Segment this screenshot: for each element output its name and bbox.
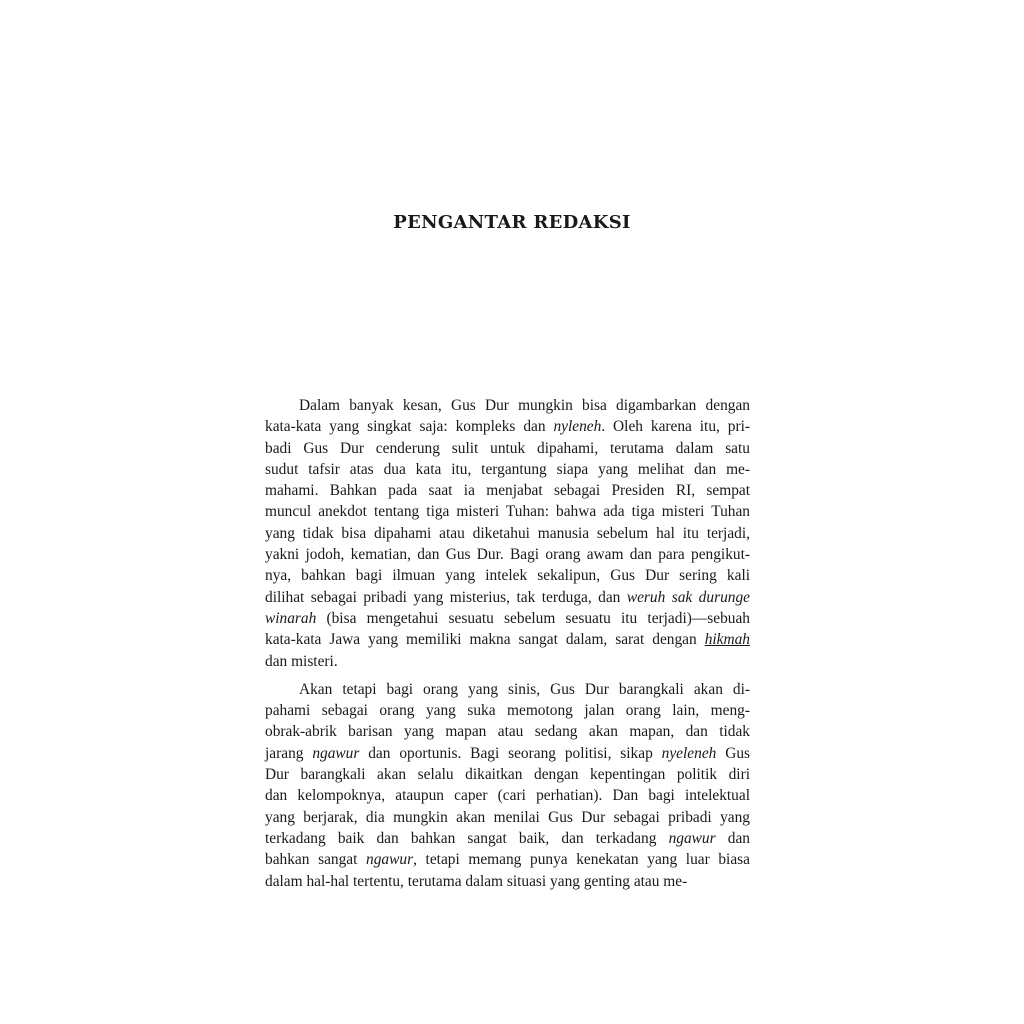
text-segment: , tetapi memang punya kenekatan yang luar biasa <box>413 851 750 869</box>
text-line <box>265 416 750 437</box>
text-segment: nya, bahkan bagi ilmuan yang intelek sekalipun, Gus Dur sering kali <box>265 567 750 585</box>
text-segment: bahkan sangat <box>265 851 367 869</box>
text-line <box>265 871 750 892</box>
text-line <box>265 501 750 522</box>
text-segment: (bisa mengetahui sesuatu sebelum sesuatu itu terjadi)—sebuah <box>316 609 750 627</box>
text-line <box>265 565 750 586</box>
text-line <box>265 629 750 650</box>
text-line <box>265 807 750 828</box>
emphasis-text: ngawur <box>312 744 360 762</box>
emphasis-text: nyleneh <box>553 418 602 436</box>
text-segment: Dur barangkali akan selalu dikaitkan dengan kepentingan politik diri <box>265 766 750 784</box>
text-segment: Dalam banyak kesan, Gus Dur mungkin bisa digambarkan dengan <box>299 397 750 414</box>
emphasis-text: hikmah <box>704 631 750 649</box>
text-segment: obrak-abrik barisan yang mapan atau sedang akan mapan, dan tidak <box>265 723 750 741</box>
text-segment: yakni jodoh, kematian, dan Gus Dur. Bagi orang awam dan para pengikut- <box>265 546 750 564</box>
text-line <box>265 679 750 700</box>
text-segment: mahami. Bahkan pada saat ia menjabat sebagai Presiden RI, sempat <box>265 482 750 500</box>
text-segment: Gus <box>716 744 751 762</box>
text-line <box>265 764 750 785</box>
text-segment: Akan tetapi bagi orang yang sinis, Gus Dur barangkali akan di- <box>299 680 750 698</box>
text-segment: muncul anekdot tentang tiga misteri Tuhan: bahwa ada tiga misteri Tuhan <box>265 503 750 521</box>
text-segment: yang tidak bisa dipahami atau diketahui manusia sebelum hal itu terjadi, <box>265 524 750 542</box>
text-line <box>265 523 750 544</box>
emphasis-text: winarah <box>265 609 317 627</box>
text-line <box>265 721 750 742</box>
text-line <box>265 608 750 629</box>
text-line <box>265 544 750 565</box>
text-segment: dalam hal-hal tertentu, terutama dalam situasi yang genting atau me- <box>265 872 688 890</box>
text-segment: dan <box>715 829 750 847</box>
paragraph-gap <box>265 672 750 679</box>
text-segment: yang berjarak, dia mungkin akan menilai Gus Dur sebagai pribadi yang <box>265 808 750 826</box>
text-line <box>265 480 750 501</box>
text-segment: pahami sebagai orang yang suka memotong jalan orang lain, meng- <box>265 702 750 720</box>
text-segment: jarang <box>265 744 313 762</box>
body-text <box>265 395 750 892</box>
text-line <box>265 651 750 672</box>
text-segment: sudut tafsir atas dua kata itu, tergantung siapa yang melihat dan me- <box>265 460 750 478</box>
text-line <box>265 438 750 459</box>
text-line <box>265 743 750 764</box>
text-line <box>265 828 750 849</box>
text-segment: terkadang baik dan bahkan sangat baik, dan terkadang <box>265 829 669 847</box>
text-line <box>265 849 750 870</box>
text-segment: dan oportunis. Bagi seorang politisi, sikap <box>359 744 662 762</box>
paragraph <box>265 679 750 892</box>
emphasis-text: ngawur <box>366 851 414 869</box>
paragraph <box>265 395 750 672</box>
text-segment: kata-kata Jawa yang memiliki makna sangat dalam, sarat dengan <box>265 631 705 649</box>
text-line <box>265 395 750 416</box>
chapter-title: PENGANTAR REDAKSI <box>393 212 631 233</box>
text-segment: kata-kata yang singkat saja: kompleks dan <box>265 418 554 436</box>
emphasis-text: ngawur <box>668 829 716 847</box>
emphasis-text: weruh sak durunge <box>626 588 750 606</box>
text-line <box>265 785 750 806</box>
text-segment: dilihat sebagai pribadi yang misterius, tak terduga, dan <box>265 588 627 606</box>
text-segment: dan kelompoknya, ataupun caper (cari perhatian). Dan bagi intelektual <box>265 787 750 805</box>
emphasis-text: nyeleneh <box>661 744 717 762</box>
text-line <box>265 459 750 480</box>
text-segment: dan misteri. <box>265 652 338 670</box>
text-line <box>265 587 750 608</box>
text-segment: . Oleh karena itu, pri- <box>601 418 750 436</box>
text-segment: badi Gus Dur cenderung sulit untuk dipahami, terutama dalam satu <box>265 439 750 457</box>
text-line <box>265 700 750 721</box>
